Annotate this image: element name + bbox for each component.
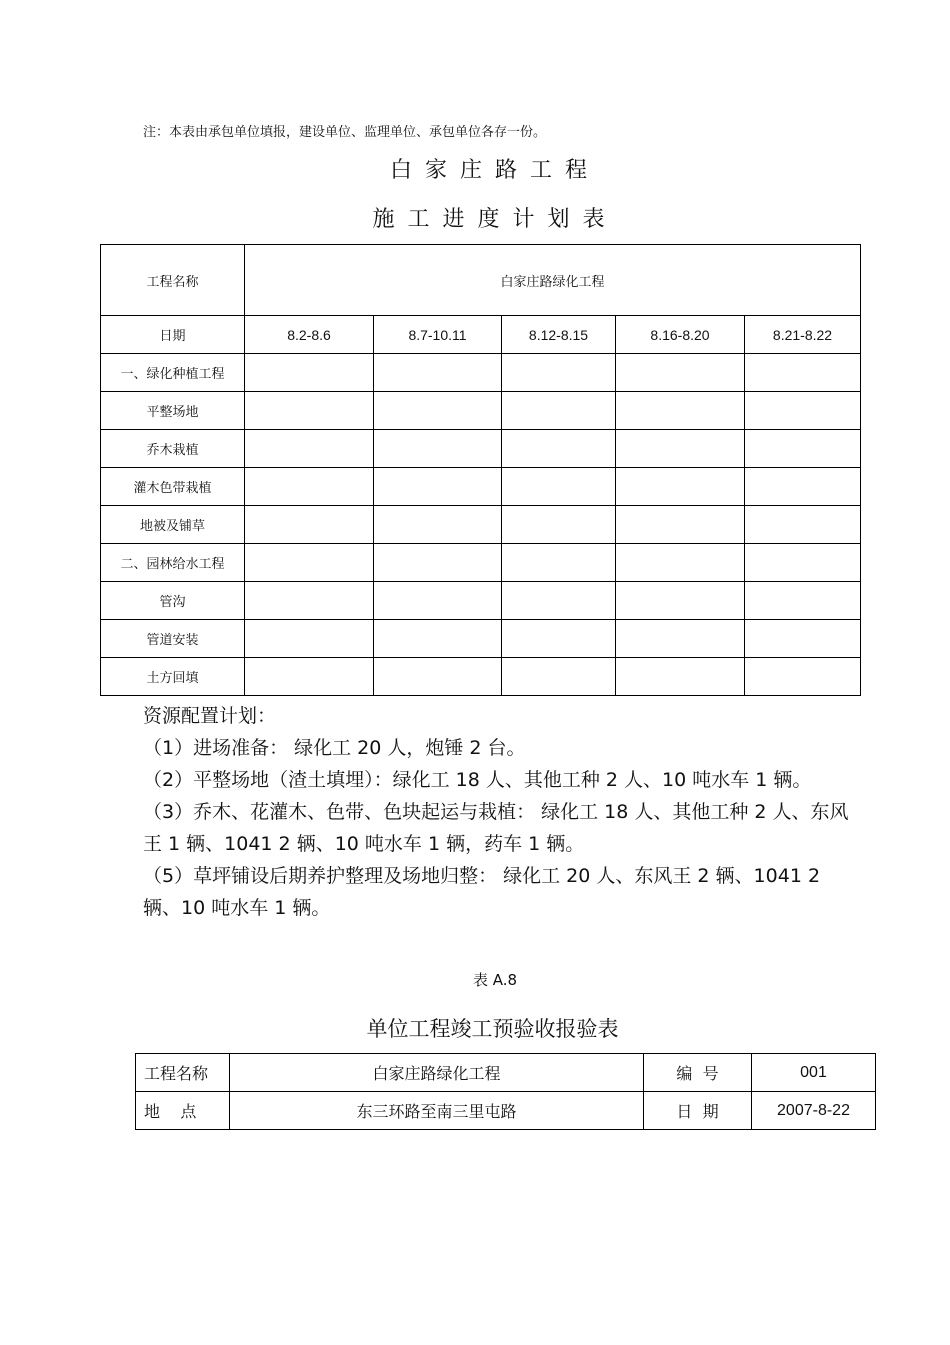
location-value: 东三环路至南三里屯路 bbox=[230, 1092, 644, 1130]
project-name-value: 白家庄路绿化工程 bbox=[245, 245, 861, 316]
schedule-title: 施工进度计划表 bbox=[372, 207, 618, 232]
resource-line: （3）乔木、花灌木、色带、色块起运与栽植： 绿化工 18 人、其他工种 2 人、东风王 1 辆、1041 2 辆、10 吨水车 1 辆，药车 1 辆。 bbox=[143, 801, 849, 855]
table-row bbox=[136, 1054, 876, 1092]
table-row bbox=[101, 430, 861, 468]
table-row bbox=[101, 582, 861, 620]
date-label: 日 期 bbox=[644, 1092, 752, 1130]
schedule-cell bbox=[745, 430, 861, 468]
table-row bbox=[101, 245, 861, 316]
schedule-cell bbox=[616, 506, 745, 544]
number-label: 编 号 bbox=[644, 1054, 752, 1092]
schedule-cell bbox=[374, 506, 502, 544]
schedule-cell bbox=[374, 544, 502, 582]
schedule-cell bbox=[616, 392, 745, 430]
period-header: 8.7-10.11 bbox=[374, 316, 502, 354]
table-row bbox=[136, 1092, 876, 1130]
table-row bbox=[101, 544, 861, 582]
schedule-cell bbox=[374, 430, 502, 468]
schedule-cell bbox=[745, 468, 861, 506]
schedule-cell bbox=[745, 392, 861, 430]
resource-line: （1）进场准备： 绿化工 20 人，炮锤 2 台。 bbox=[143, 737, 526, 759]
schedule-cell bbox=[745, 354, 861, 392]
date-label: 日期 bbox=[101, 316, 245, 354]
schedule-cell bbox=[745, 620, 861, 658]
schedule-cell bbox=[374, 582, 502, 620]
date-value: 2007-8-22 bbox=[752, 1092, 876, 1130]
schedule-cell bbox=[502, 430, 616, 468]
project-name-label: 工程名称 bbox=[101, 245, 245, 316]
schedule-cell bbox=[245, 506, 374, 544]
schedule-cell bbox=[616, 658, 745, 696]
project-title: 白家庄路工程 bbox=[389, 158, 600, 183]
schedule-cell bbox=[374, 658, 502, 696]
schedule-cell bbox=[616, 468, 745, 506]
task-label: 一、绿化种植工程 bbox=[101, 354, 245, 392]
table-number-label: 表 A.8 bbox=[472, 971, 518, 989]
project-name-value: 白家庄路绿化工程 bbox=[230, 1054, 644, 1092]
period-header: 8.21-8.22 bbox=[745, 316, 861, 354]
resource-plan bbox=[143, 700, 855, 924]
schedule-cell bbox=[245, 468, 374, 506]
schedule-cell bbox=[616, 620, 745, 658]
schedule-cell bbox=[374, 354, 502, 392]
task-label: 土方回填 bbox=[101, 658, 245, 696]
schedule-cell bbox=[245, 658, 374, 696]
schedule-cell bbox=[616, 354, 745, 392]
schedule-cell bbox=[245, 392, 374, 430]
resource-line: （5）草坪铺设后期养护整理及场地归整： 绿化工 20 人、东风王 2 辆、1041 2 辆、10 吨水车 1 辆。 bbox=[143, 865, 821, 919]
table-row bbox=[101, 468, 861, 506]
schedule-cell bbox=[502, 544, 616, 582]
footnote: 注：本表由承包单位填报，建设单位、监理单位、承包单位各存一份。 bbox=[143, 125, 547, 140]
table-row bbox=[101, 506, 861, 544]
task-label: 乔木栽植 bbox=[101, 430, 245, 468]
schedule-cell bbox=[745, 506, 861, 544]
resource-line: （2）平整场地（渣土填埋）：绿化工 18 人、其他工种 2 人、10 吨水车 1 辆。 bbox=[143, 769, 812, 791]
location-label: 地 点 bbox=[136, 1092, 230, 1130]
table-row bbox=[101, 620, 861, 658]
acceptance-table bbox=[135, 1053, 876, 1130]
project-name-label: 工程名称 bbox=[136, 1054, 230, 1092]
schedule-cell bbox=[502, 354, 616, 392]
schedule-cell bbox=[245, 430, 374, 468]
task-label: 平整场地 bbox=[101, 392, 245, 430]
schedule-cell bbox=[745, 658, 861, 696]
period-header: 8.16-8.20 bbox=[616, 316, 745, 354]
period-header: 8.12-8.15 bbox=[502, 316, 616, 354]
schedule-cell bbox=[245, 582, 374, 620]
schedule-cell bbox=[245, 354, 374, 392]
schedule-cell bbox=[616, 430, 745, 468]
schedule-cell bbox=[616, 582, 745, 620]
schedule-cell bbox=[374, 468, 502, 506]
acceptance-title: 单位工程竣工预验收报验表 bbox=[366, 1017, 619, 1041]
task-label: 地被及铺草 bbox=[101, 506, 245, 544]
schedule-table bbox=[100, 244, 861, 696]
resource-heading: 资源配置计划： bbox=[143, 705, 277, 727]
task-label: 管沟 bbox=[101, 582, 245, 620]
period-header: 8.2-8.6 bbox=[245, 316, 374, 354]
schedule-cell bbox=[502, 582, 616, 620]
table-row bbox=[101, 392, 861, 430]
table-row bbox=[101, 354, 861, 392]
schedule-cell bbox=[245, 544, 374, 582]
schedule-cell bbox=[245, 620, 374, 658]
number-value: 001 bbox=[752, 1054, 876, 1092]
schedule-cell bbox=[374, 620, 502, 658]
table-row bbox=[101, 658, 861, 696]
schedule-cell bbox=[502, 658, 616, 696]
schedule-cell bbox=[616, 544, 745, 582]
task-label: 灌木色带栽植 bbox=[101, 468, 245, 506]
task-label: 管道安装 bbox=[101, 620, 245, 658]
schedule-cell bbox=[745, 544, 861, 582]
schedule-cell bbox=[502, 392, 616, 430]
schedule-cell bbox=[502, 620, 616, 658]
schedule-cell bbox=[502, 468, 616, 506]
schedule-cell bbox=[502, 506, 616, 544]
schedule-cell bbox=[374, 392, 502, 430]
table-row bbox=[101, 316, 861, 354]
task-label: 二、园林给水工程 bbox=[101, 544, 245, 582]
schedule-cell bbox=[745, 582, 861, 620]
